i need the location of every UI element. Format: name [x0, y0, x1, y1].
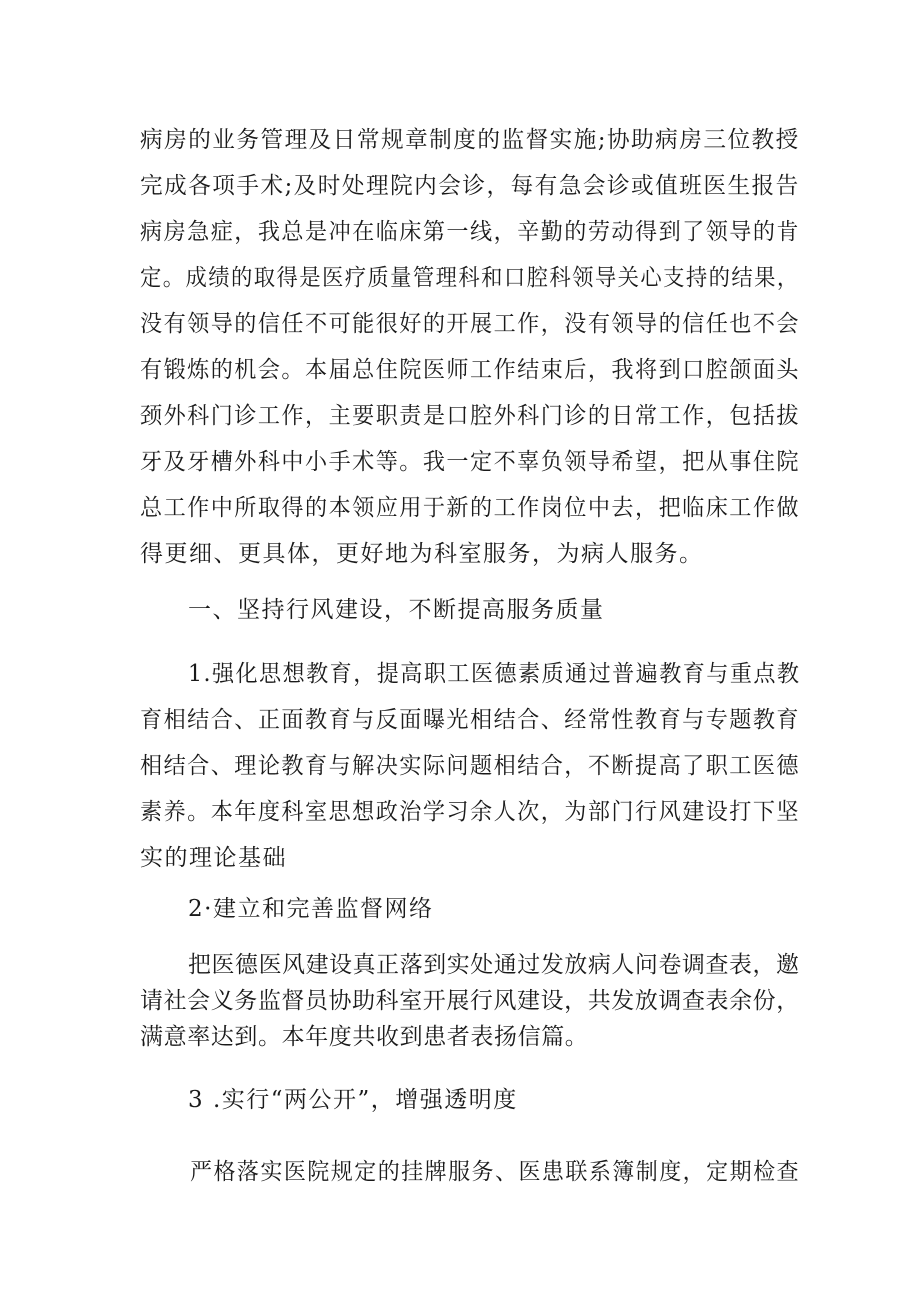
paragraph-line: 病房的业务管理及日常规章制度的监督实施;协助病房三位教授 [140, 127, 800, 153]
section-heading: 3 .实行“两公开”，增强透明度 [188, 1087, 518, 1113]
paragraph-line: 1.强化思想教育，提高职工医德素质通过普遍教育与重点教 [188, 661, 801, 687]
paragraph-line: 把医德医风建设真正落到实处通过发放病人问卷调查表，邀 [188, 952, 800, 978]
paragraph-line: 请社会义务监督员协助科室开展行风建设，共发放调查表余份， [140, 988, 800, 1014]
paragraph-line: 牙及牙槽外科中小手术等。我一定不辜负领导希望，把从事住院 [140, 449, 801, 475]
paragraph-line: 定。成绩的取得是医疗质量管理科和口腔科领导关心支持的结果， [140, 265, 800, 291]
paragraph-line: 满意率达到。本年度共收到患者表扬信篇。 [140, 1024, 589, 1050]
paragraph-line: 实的理论基础 [140, 845, 287, 871]
paragraph-line: 相结合、理论教育与解决实际问题相结合，不断提高了职工医德 [140, 753, 801, 779]
paragraph-line: 病房急症，我总是冲在临床第一线，辛勤的劳动得到了领导的肯 [140, 219, 801, 245]
section-heading: 一、坚持行风建设，不断提高服务质量 [188, 597, 605, 623]
paragraph-line: 严格落实医院规定的挂牌服务、医患联系簿制度，定期检查 [190, 1159, 800, 1185]
paragraph-line: 总工作中所取得的本领应用于新的工作岗位中去，把临床工作做 [140, 495, 801, 521]
paragraph-line: 颈外科门诊工作，主要职责是口腔外科门诊的日常工作，包括拔 [140, 403, 801, 429]
paragraph-line: 素养。本年度科室思想政治学习余人次，为部门行风建设打下坚 [140, 799, 801, 825]
section-heading: 2·建立和完善监督网络 [188, 896, 434, 922]
paragraph-line: 有锻炼的机会。本届总住院医师工作结束后，我将到口腔颌面头 [140, 357, 801, 383]
paragraph-line: 完成各项手术;及时处理院内会诊，每有急会诊或值班医生报告 [140, 173, 800, 199]
paragraph-line: 没有领导的信任不可能很好的开展工作，没有领导的信任也不会 [140, 311, 801, 337]
paragraph-line: 得更细、更具体，更好地为科室服务，为病人服务。 [140, 541, 704, 567]
paragraph-line: 育相结合、正面教育与反面曝光相结合、经常性教育与专题教育 [140, 707, 801, 733]
